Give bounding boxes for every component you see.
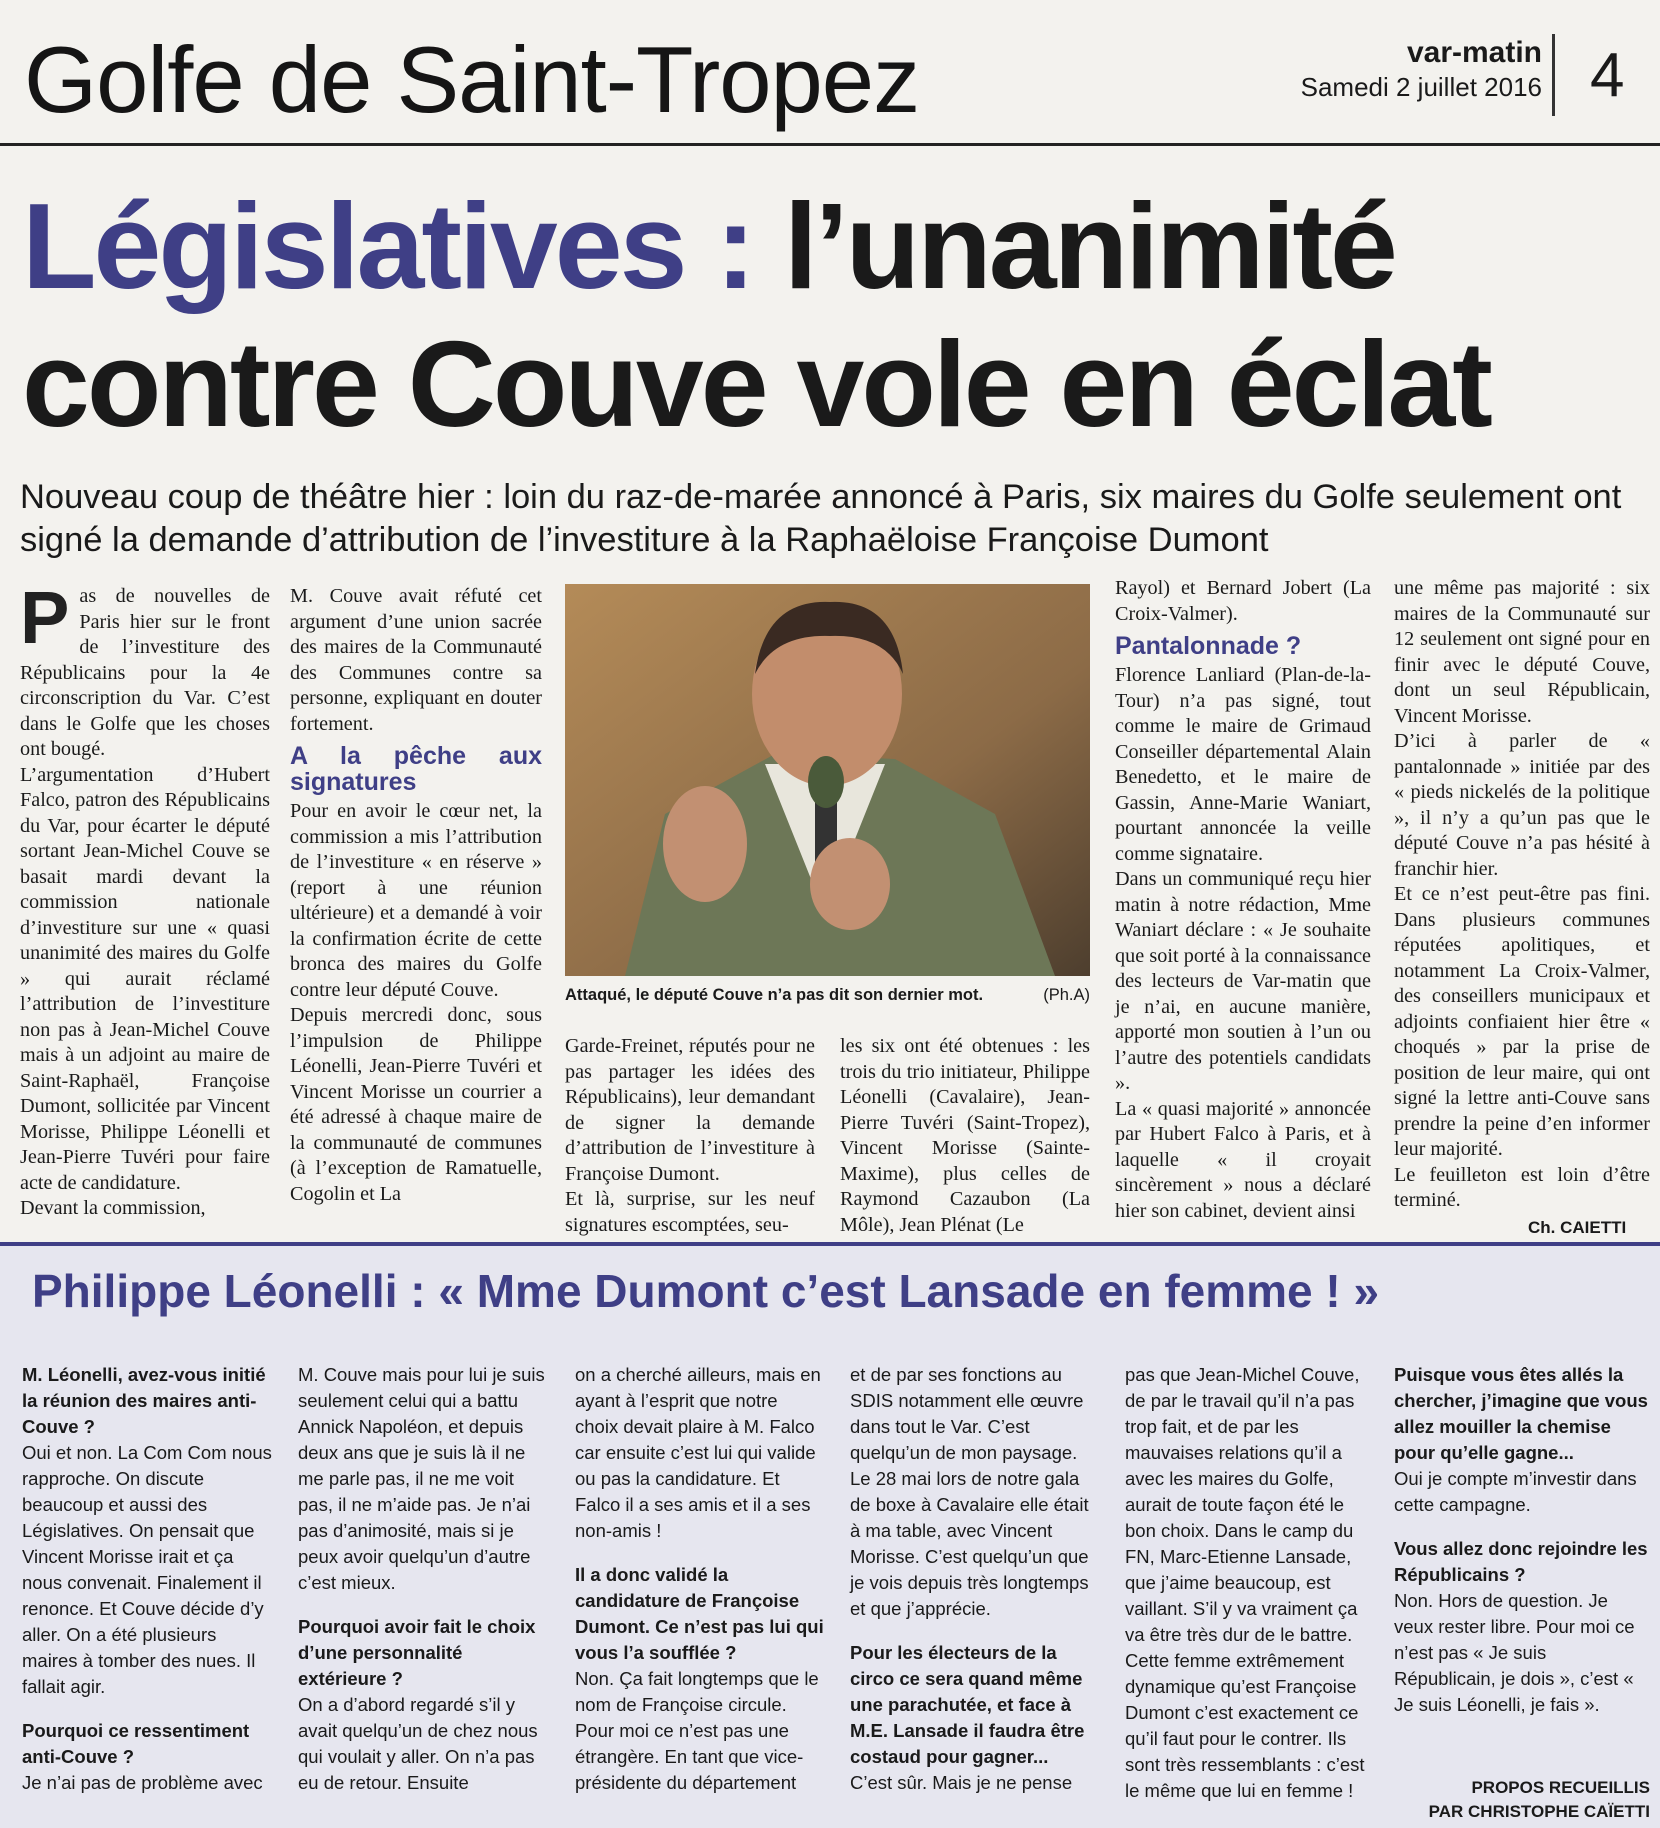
interview-column-6	[1394, 1362, 1650, 1718]
interview-title: Philippe Léonelli : « Mme Dumont c’est Lansade en femme ! »	[32, 1265, 1380, 1317]
drop-cap: P	[20, 576, 70, 659]
newspaper-name: var-matin	[1406, 36, 1542, 69]
question: Pourquoi avoir fait le choix d’une personnalité extérieure ?	[298, 1616, 536, 1689]
byline-line-1: PROPOS RECUEILLIS	[1471, 1778, 1650, 1797]
article-photo	[565, 584, 1090, 976]
paragraph: Rayol) et Bernard Jobert (La Croix-Valmer).	[1115, 577, 1371, 625]
paragraph: Et là, surprise, sur les neuf signatures escomptées, seu-	[565, 1188, 815, 1236]
article-column-2	[290, 584, 542, 1207]
issue-date: Samedi 2 juillet 2016	[1300, 72, 1542, 102]
answer: et de par ses fonctions au SDIS notamment elle œuvre dans tout le Var. C’est quelqu’un de mon paysage. Le 28 mai lors de notre gala de boxe à Cavalaire elle était à ma table, avec Vincent Morisse. C’est quelqu’un que je vois depuis très longtemps et que j’apprécie.	[850, 1364, 1089, 1619]
answer: Non. Ça fait longtemps que le nom de Françoise circule. Pour moi ce n’est pas une étrangère. En tant que vice-présidente du département	[575, 1668, 819, 1793]
paragraph: La « quasi majorité » annoncée par Hubert Falco à Paris, et à laquelle « il croyait sincèrement » nous a déclaré hier son cabinet, devient ainsi	[1115, 1097, 1371, 1222]
page-number-divider	[1552, 34, 1555, 116]
question: Il a donc validé la candidature de Françoise Dumont. Ce n’est pas lui qui vous l’a soufflée ?	[575, 1564, 824, 1663]
question: Puisque vous êtes allés la chercher, j’imagine que vous allez mouiller la chemise pour qu’elle gagne...	[1394, 1364, 1648, 1463]
subheading: A la pêche aux signatures	[290, 742, 542, 796]
answer: Je n’ai pas de problème avec	[22, 1772, 263, 1793]
photo-caption	[565, 986, 1090, 1005]
spacer	[1394, 1518, 1650, 1536]
headline-rest: l’unanimité	[752, 178, 1395, 314]
answer: M. Couve mais pour lui je suis seulement celui qui a battu Annick Napoléon, et depuis deux ans que je suis là il ne me parle pas, il ne me voit pas, il ne m’aide pas. Je n’ai pas d’animosité, mais si je peux avoir quelqu’un d’autre c’est mieux.	[298, 1364, 545, 1593]
paragraph: D’ici à parler de « pantalonnade » initiée par des « pieds nickelés de la politique », il n’y a qu’un pas que le député Couve n’a pas hésité à franchir hier.	[1394, 730, 1650, 880]
subheading: Pantalonnade ?	[1115, 632, 1302, 660]
article-column-4	[840, 1034, 1090, 1238]
header-rule	[0, 143, 1660, 146]
paragraph: Pour en avoir le cœur net, la commission a mis l’attribution de l’investiture « en réserve » (report à une réunion ultérieure) et a demandé à voir la confirmation écrite de cette bronca des maires du Golfe contre leur député Couve.	[290, 800, 542, 1001]
spacer	[22, 1700, 272, 1718]
paragraph: Et ce n’est peut-être pas fini. Dans plusieurs communes réputées apolitiques, et notamment La Croix-Valmer, des conseillers municipaux et adjoints confiaient hier être « choqués » par la prise de position de leur maire, qui ont signé la lettre anti-Couve sans prendre la peine d’en informer leur majorité.	[1394, 883, 1650, 1160]
article-column-6	[1394, 576, 1650, 1214]
answer: Oui je compte m’investir dans cette campagne.	[1394, 1468, 1637, 1515]
answer: Oui et non. La Com Com nous rapproche. On discute beaucoup et aussi des Législatives. On pensait que Vincent Morisse irait et ça nous convenait. Finalement il renonce. Et Couve décide d’y aller. On a été plusieurs maires à tomber des nues. Il fallait agir.	[22, 1442, 272, 1697]
question: Pour les électeurs de la circo ce sera quand même une parachutée, et face à M.E. Lansade il faudra être costaud pour gagner...	[850, 1642, 1085, 1767]
headline-line-2: contre Couve vole en éclat	[22, 316, 1490, 452]
question: Pourquoi ce ressentiment anti-Couve ?	[22, 1720, 250, 1767]
answer: C’est sûr. Mais je ne pense	[850, 1772, 1073, 1793]
paragraph: les six ont été obtenues : les trois du trio initiateur, Philippe Léonelli (Cavalaire), Jean-Pierre Tuvéri (Saint-Tropez), Vincent Morisse (Sainte-Maxime), plus celles de Raymond Cazaubon (La Môle), Jean Plénat (Le	[840, 1035, 1090, 1236]
interview-column-2	[298, 1362, 548, 1796]
paragraph: Dans un communiqué reçu hier matin à notre rédaction, Mme Waniart déclare : « Je souhaite que soit porté à la connaissance des lecteurs de Var-matin que je n’ai, en aucune manière, apporté mon soutien à l’un ou l’autre des potentiels candidats ».	[1115, 868, 1371, 1094]
interview-column-5	[1125, 1362, 1375, 1804]
spacer	[298, 1596, 548, 1614]
interview-column-4	[850, 1362, 1100, 1796]
interview-column-3	[575, 1362, 825, 1796]
question: Vous allez donc rejoindre les Républicains ?	[1394, 1538, 1648, 1585]
photo-illustration	[565, 584, 1090, 976]
paragraph: M. Couve avait réfuté cet argument d’une union sacrée des maires de la Communauté des Communes contre sa personne, expliquant en douter fortement.	[290, 585, 542, 735]
page-number: 4	[1590, 41, 1625, 110]
article-byline: Ch. CAIETTI	[1528, 1218, 1627, 1237]
headline-keyword: Législatives :	[22, 178, 753, 314]
answer: On a d’abord regardé s’il y avait quelqu’un de chez nous qui voulait y aller. On n’a pas eu de retour. Ensuite	[298, 1694, 538, 1793]
answer: pas que Jean-Michel Couve, de par le travail qu’il n’a pas trop fait, et de par les mauvaises relations qu’il a avec les maires du Golfe, aurait de toute façon été le bon choix. Dans le camp du FN, Marc-Etienne Lansade, que j’aime beaucoup, est vaillant. S’il y va vraiment ça va être très dur de le battre. Cette femme extrêmement dynamique qu’est Françoise Dumont c’est exactement ce qu’il faut pour le contrer. Ils sont très ressemblants : c’est le même que lui en femme !	[1125, 1364, 1365, 1801]
paragraph: Florence Lanliard (Plan-de-la-Tour) n’a pas signé, tout comme le maire de Grimaud Conseiller départemental Alain Benedetto, et le maire de Gassin, Anne-Marie Waniart, pourtant annoncée la veille comme signataire.	[1115, 664, 1371, 865]
paragraph: Depuis mercredi donc, sous l’impulsion de Philippe Léonelli, Jean-Pierre Tuvéri et Vincent Morisse un courrier a été adressé à chaque maire de la communauté de communes (à l’exception de Ramatuelle, Cogolin et La	[290, 1004, 542, 1205]
answer: on a cherché ailleurs, mais en ayant à l’esprit que notre choix devait plaire à M. Falco car ensuite c’est lui qui valide ou pas la candidature. Et Falco il a ses amis et il a ses non-amis !	[575, 1364, 821, 1541]
question: M. Léonelli, avez-vous initié la réunion des maires anti-Couve ?	[22, 1364, 266, 1437]
spacer	[575, 1544, 825, 1562]
section-title: Golfe de Saint-Tropez	[24, 27, 920, 132]
interview-column-1	[22, 1362, 272, 1796]
paragraph: Devant la commission,	[20, 1197, 206, 1219]
paragraph: L’argumentation d’Hubert Falco, patron des Républicains du Var, pour écarter le député sortant Jean-Michel Couve se basait mardi devant la commission nationale d’investiture sur une « quasi unanimité des maires du Golfe » qui aurait réclamé l’attribution de l’investiture non pas à Jean-Michel Couve mais à un adjoint au maire de Saint-Raphaël, Françoise Dumont, sollicitée par Vincent Morisse, Philippe Léonelli et Jean-Pierre Tuvéri pour faire acte de candidature.	[20, 763, 270, 1194]
photo-credit: (Ph.A)	[1043, 986, 1090, 1004]
caption-text: Attaqué, le député Couve n’a pas dit son dernier mot.	[565, 986, 984, 1004]
paragraph: une même pas majorité : six maires de la Communauté sur 12 seulement ont signé pour en finir avec le député Couve, dont un seul Républicain, Vincent Morisse.	[1394, 577, 1650, 727]
byline-line-2: PAR CHRISTOPHE CAÏETTI	[1428, 1802, 1650, 1821]
answer: Non. Hors de question. Je veux rester libre. Pour moi ce n’est pas « Je suis Républicain, je dois », c’est « Je suis Léonelli, je fais ».	[1394, 1590, 1635, 1715]
article-column-1	[20, 576, 270, 1222]
paragraph: Garde-Freinet, réputés pour ne pas partager les idées des Républicains), leur demandant de signer la demande d’attribution de l’investiture à Françoise Dumont.	[565, 1035, 815, 1185]
interview-byline	[1429, 1776, 1650, 1824]
paragraph: Le feuilleton est loin d’être terminé.	[1394, 1163, 1650, 1211]
standfirst: Nouveau coup de théâtre hier : loin du raz-de-marée annoncé à Paris, six maires du Golfe seulement ont signé la demande d’attribution de l’investiture à la Raphaëloise Françoise Dumont	[20, 478, 1622, 559]
spacer	[850, 1622, 1100, 1640]
paragraph: as de nouvelles de Paris hier sur le front de l’investiture des Républicains pour la 4e circonscription du Var. C’est dans le Golfe que les choses ont bougé.	[20, 585, 270, 760]
headline-line-1	[22, 180, 1395, 312]
article-column-5	[1115, 576, 1371, 1224]
article-column-3	[565, 1034, 815, 1238]
